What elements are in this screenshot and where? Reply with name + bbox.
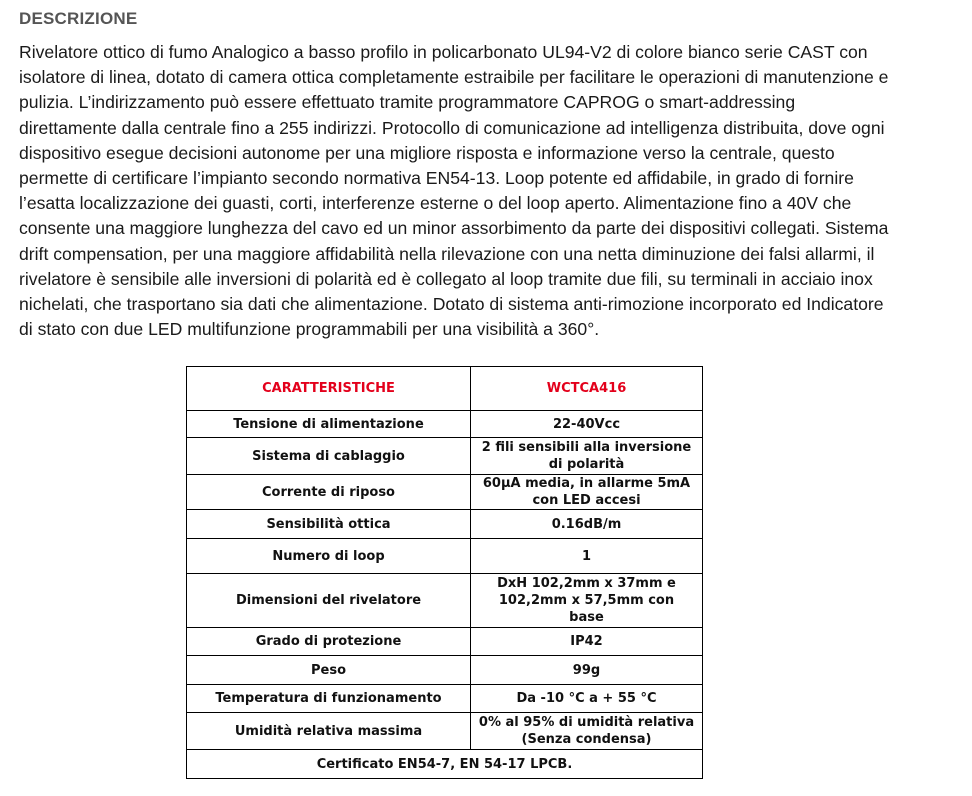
spec-label: Temperatura di funzionamento: [187, 685, 471, 713]
spec-label: Sistema di cablaggio: [187, 438, 471, 475]
spec-value-line: Da -10 °C a + 55 °C: [516, 691, 657, 706]
table-row: [187, 656, 703, 685]
spec-value: [471, 411, 703, 438]
spec-value-line: 0% al 95% di umidità relativa: [478, 715, 695, 730]
description-line: rivelatore è sensibile alle inversioni di polarità ed è collegato al loop tramite due fili, su terminali in acciaio inox: [19, 268, 873, 289]
table-row: [187, 628, 703, 656]
spec-value: [471, 656, 703, 685]
spec-value-line: di polarità: [548, 457, 625, 472]
spec-value-line: IP42: [570, 634, 603, 649]
spec-value: [471, 510, 703, 539]
description-line: Rivelatore ottico di fumo Analogico a basso profilo in policarbonato UL94-V2 di colore bianco serie CAST con: [19, 42, 868, 62]
table-row: [187, 713, 703, 750]
description-line: drift compensation, per una maggiore affidabilità nella rilevazione con una netta diminuzione dei falsi allarmi, il: [19, 243, 875, 264]
spec-label: Corrente di riposo: [187, 475, 471, 510]
spec-value: [471, 475, 703, 510]
spec-label: Numero di loop: [187, 539, 471, 574]
description-line: di stato con due LED multifunzione programmabili per una visibilità a 360°.: [19, 319, 600, 340]
spec-value: [471, 713, 703, 750]
certification-cell: Certificato EN54-7, EN 54-17 LPCB.: [187, 750, 703, 779]
table-header-row: [187, 367, 703, 411]
table-row: [187, 685, 703, 713]
table-row: [187, 438, 703, 475]
section-heading: DESCRIZIONE: [19, 9, 138, 28]
description-line: isolatore di linea, dotato di camera ottica completamente estraibile per facilitare le operazioni di manutenzione e: [19, 67, 889, 88]
description-line: l’esatta localizzazione dei guasti, corti, interferenze esterne o del loop aperto. Alimentazione fino a 40V che: [19, 193, 852, 214]
spec-value-line: 1: [581, 548, 592, 564]
description-line: permette di certificare l’impianto secondo normativa EN54-13. Loop potente ed affidabile, in grado di fornire: [19, 168, 854, 189]
header-cell-model: WCTCA416: [471, 367, 703, 411]
description-paragraph: [19, 40, 972, 340]
spec-label: Grado di protezione: [187, 628, 471, 656]
spec-value-line: DxH 102,2mm x 37mm e: [497, 576, 676, 591]
spec-label: Peso: [187, 656, 471, 685]
description-line: dispositivo esegue decisioni autonome per una migliore risposta e informazione verso la centrale, questo: [19, 142, 835, 163]
spec-label: Dimensioni del rivelatore: [187, 574, 471, 628]
header-cell-characteristics: CARATTERISTICHE: [187, 367, 471, 411]
spec-value-line: base: [569, 610, 604, 625]
description-line: pulizia. L’indirizzamento può essere effettuato tramite programmatore CAPROG o smart-addressing: [19, 92, 796, 113]
description-line: direttamente dalla centrale fino a 255 indirizzi. Protocollo di comunicazione ad intelligenza distribuita, dove ogni: [19, 117, 885, 138]
table-footer-row: [187, 750, 703, 779]
spec-value-line: 99g: [572, 662, 601, 678]
spec-value-line: 2 fili sensibili alla inversione: [481, 440, 692, 455]
spec-value-line: con LED accesi: [532, 493, 641, 508]
spec-value: [471, 539, 703, 574]
table-row: [187, 510, 703, 539]
spec-label: Umidità relativa massima: [187, 713, 471, 750]
spec-value-line: 60µA media, in allarme 5mA: [482, 476, 691, 491]
spec-value: [471, 685, 703, 713]
spec-value-line: 0.16dB/m: [551, 516, 622, 532]
spec-value-line: 22-40Vcc: [552, 416, 621, 432]
table-row: [187, 539, 703, 574]
table-row: [187, 411, 703, 438]
table-row: [187, 574, 703, 628]
table-row: [187, 475, 703, 510]
spec-value-line: (Senza condensa): [521, 732, 652, 747]
spec-value: [471, 574, 703, 628]
specifications-table: [186, 366, 703, 779]
spec-label: Sensibilità ottica: [187, 510, 471, 539]
spec-label: Tensione di alimentazione: [187, 411, 471, 438]
spec-value: [471, 438, 703, 475]
description-line: consente una maggiore lunghezza del cavo ed un minor assorbimento da parte dei dispositivi collegati. Sistema: [19, 218, 889, 239]
spec-value-line: 102,2mm x 57,5mm con: [498, 593, 675, 608]
spec-value: [471, 628, 703, 656]
description-line: nichelati, che trasportano sia dati che alimentazione. Dotato di sistema anti-rimozione incorporato ed Indicatore: [19, 294, 884, 315]
